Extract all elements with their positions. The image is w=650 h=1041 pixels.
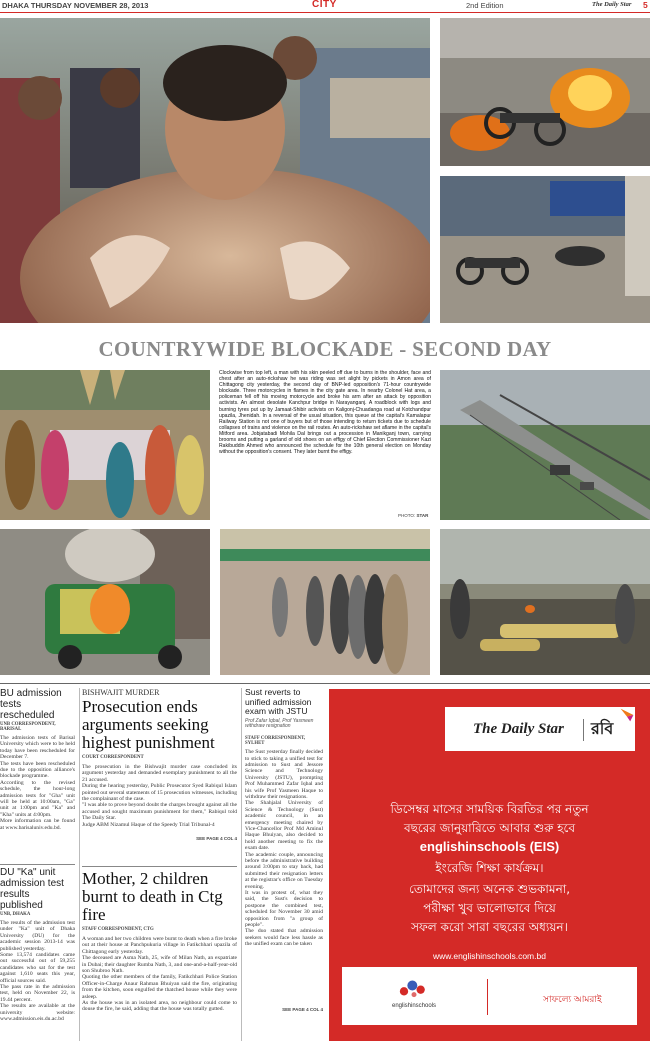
section-label: CITY [312, 0, 337, 10]
article-biswajit-body: The prosecution in the Bishwajit murder case concluded its argument yesterday and demanded exemplary punishment to all the 21 accused. During the hearing yesterday, Public Prosecutor Syed Rabiqul Islam pointed out several statements of 15 prosecution witnesses, including the complainant of the case. "I was able to prove beyond doubt the charges brought against all the accused and sought maximum punishment for them," Rabiqul told The Daily Star. Judge ABM Nizamul Haque of the Speedy Trial Tribunal-4 [82, 764, 237, 828]
feature-headline: COUNTRYWIDE BLOCKADE - SECOND DAY [98, 337, 552, 361]
article-sust-headline: Sust reverts to unified admission exam with JSTU [245, 687, 312, 716]
col-divider-1 [79, 688, 80, 1041]
article-du [0, 867, 75, 1041]
article-biswajit-byline: COURT CORRESPONDENT [82, 755, 144, 760]
col1-divider [0, 864, 75, 865]
photo-railway-queue [220, 529, 430, 675]
article-mother-body: A woman and her two children were burnt to death when a fire broke out at their house at Panchpukuria village in Fatikchhari upazila of Chittagong early yesterday. The deceased are Asma Nath, 25, wife of Milan Nath, an expatriate in Dubai; their daughter Rumba Nath, 3, and one-and-a-half-year-old son Shubroo Nath. Quoting the other members of the family, Fatikchhari Police Station Officer-in-Charge Anaur Rahman Bhuiyan said the fire, originating from the kitchen, soon engulfed the thatched house while they were asleep. As the house was in an isolated area, no neighbour could come to douse the fire, he said, adding that the house was totally gutted. [82, 936, 237, 1013]
article-sust-jump: SEE PAGE 4 COL 4 [282, 1007, 323, 1013]
photo-police-fallen [440, 176, 650, 323]
photo-credit-name: STAR [416, 513, 429, 518]
ad-line-5: তোমাদের জন্য অনেক শুভকামনা, [408, 882, 571, 896]
ad-footer-slogan: সাফল্যে আমরাই [543, 995, 602, 1005]
article-mother-headline: Mother, 2 children burnt to death in Ctg fire [82, 869, 223, 924]
article-mother [82, 870, 237, 1041]
article-bu-headline: BU admission tests rescheduled [0, 688, 62, 721]
article-bu [0, 688, 75, 865]
ad-line-6: পরীক্ষা খুব ভালোভাবে দিয়ে [423, 901, 556, 915]
masthead-logo: The Daily Star [592, 1, 632, 8]
photo-motorcycles-fire [440, 18, 650, 166]
col2-divider [82, 866, 237, 867]
ad-line-3: englishinschools (EIS) [419, 839, 560, 854]
article-sust-byline: STAFF CORRESPONDENT, SYLHET [245, 736, 306, 747]
header-bar [0, 0, 650, 12]
page-number: 5 [643, 0, 648, 10]
eis-logo-icon [397, 978, 431, 998]
article-du-body: The results of the admission test under "Ka" unit of Dhaka University (DU) for the academic session 2013-14 was published yesterday. Some 13,574 candidates came out successful out of 59,255 candidates who sat for the test against 1,610 seats this year, official sources said. The pass rate in the admission test, held on November 22, is 19.44 percent. The results are available at the university website: www.admission.eis.du.ac.bd [0, 920, 75, 1023]
ad-line-1: ডিসেম্বর মাসের সাময়িক বিরতির পর নতুন [390, 802, 589, 816]
ad-line-2: বছরের জানুয়ারিতে আবার শুরু হবে [403, 821, 576, 835]
ad-url[interactable]: www.englishinschools.com.bd [433, 951, 546, 961]
article-sust-body: The Sust yesterday finally decided to stick to taking a unified test for admission to Sust and Jessore Science and Technology University (JSTU), prompting Prof Muhammed Zafar Iqbal and his wife Prof Yasmeen Haque to withdraw their resignations. The Shahjalal University of Science & Technology (Sust) academic council, in an emergency meeting chaired by Vice-Chancellor Prof Md Aminul Haque Bhuiyan, also decided to hold another meeting to fix the exam date. The academic couple, announcing before the administrative building around 3:00pm to stay back, had submitted their resignation letters at the registrar's office on Tuesday evening. It was in protest of, what they said, the Sust's decision to postpone the combined test, scheduled for November 30 amid opposition from "a group of people". The duo stated that admission seekers would face less hassle as the unified exam can be taken [245, 749, 323, 948]
photo-credit [398, 513, 428, 518]
photo-cng-fire [0, 529, 210, 675]
ad-logo-dailystar: The Daily Star [473, 721, 564, 737]
header-rule [0, 12, 650, 13]
article-du-headline: DU "Ka" unit admission test results published [0, 867, 64, 911]
ad-line-4: ইংরেজি শিক্ষা কার্যক্রম। [435, 861, 544, 875]
photo-burnt-man [0, 18, 430, 323]
article-biswajit-headline: Prosecution ends arguments seeking highest punishment [82, 697, 215, 752]
ad-logo-robi: রবি [591, 719, 614, 738]
photo-credit-prefix: PHOTO: [398, 513, 416, 518]
dateline: DHAKA THURSDAY NOVEMBER 28, 2013 [2, 1, 149, 10]
feature-caption: Clockwise from top left, a man with his skin peeled off due to burns in the shoulder, face and chest after an auto-rickshaw he was riding was set alight by pickets in Amon area of Chittagong city yesterday, the second day of BNP-led opposition's 71-hour countrywide blockade. Three motorcycles in flames in the city gate area. In nearby Colonel Hat area, a policeman fell off his moving motorcycle and broke his arm after an attack by opposition activists. An almost desolate Kanchpur bridge in Narayanganj. A roadblock with logs and burning tyres put up by Jamaat-Shibir activists on Kaligonj-Chuadanga road at Kotchandpur upazila, Jhenidah. In a reversal of the usual situation, this queue at the capital's Kamalapur Railway Station is not one of buyers but of those intending to return tickets due to schedule collapses of trains and violence on the rail routes. An auto-rickshaw set aflame in the capital's Mitford area. Jobjatabadi Mohila Dal brings out a procession in Manikganj town, carrying brooms and putting a garland of old shoes on an effigy of Chief Election Commissioner Kazi Rakibuddin Ahmed who announced the schedule for the 10th general election on Monday without the opposition's consent. They later burnt the effigy. [219, 370, 431, 456]
robi-icon [619, 707, 635, 723]
article-du-byline: UNB, DHAKA [0, 912, 31, 917]
ad-line-7: সফল করো সারা বছরের অধ্যয়ন। [411, 920, 568, 934]
photo-kanchpur-bridge [440, 370, 650, 520]
article-bu-body: The admission tests of Barisal University which were to be held today have been rescheduled for December 7. The tests have been rescheduled due to the opposition alliance's blockade programme. According to the revised schedule, the hour-long admission tests for "Gha" unit will be held at 10:00am, "Ga" unit at 1:00pm and "Ka" and "Kha" units at 4:00pm. More information can be found at www.barisaluniv.edu.bd. [0, 735, 75, 831]
ad-eis [329, 689, 650, 1041]
photo-roadblock-logs [440, 529, 650, 675]
ad-brand: englishinschools [391, 1003, 437, 1009]
article-sust [245, 688, 323, 1012]
article-sust-opinion: Prof Zafar Iqbal, Prof Yasmeen withdraw resignation [245, 717, 314, 730]
col-divider-2 [241, 688, 242, 1041]
article-bu-byline: UNB CORRESPONDENT, BARISAL [0, 722, 56, 732]
ad-footer-separator [487, 979, 488, 1015]
photo-effigy-procession [0, 370, 210, 520]
article-mother-byline: STAFF CORRESPONDENT, CTG [82, 927, 154, 932]
photo-section-rule [0, 683, 650, 684]
article-biswajit-jump: SEE PAGE 4 COL 4 [196, 836, 237, 841]
ad-logo-separator [583, 719, 584, 741]
article-biswajit [82, 688, 237, 841]
edition-label: 2nd Edition [466, 1, 504, 10]
article-biswajit-kicker: BISHWAJIT MURDER [82, 688, 160, 697]
